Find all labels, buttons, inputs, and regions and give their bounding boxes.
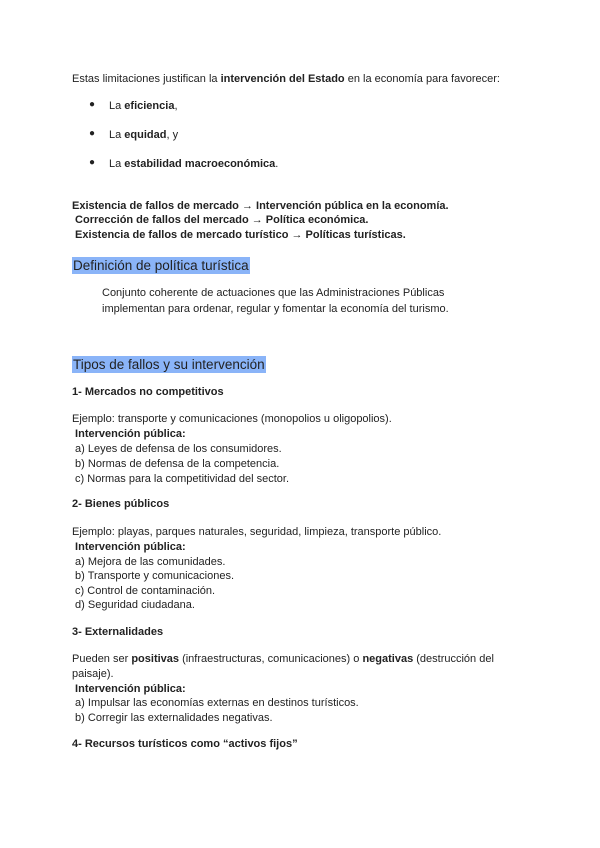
intervention-point: c) Normas para la competitividad del sector. xyxy=(72,473,290,485)
intervention-label: Intervención pública: xyxy=(72,541,186,553)
summary-line: Existencia de fallos de mercado turístico → Políticas turísticas. xyxy=(72,229,406,241)
goal-post: , xyxy=(174,100,178,112)
goal-bold: equidad xyxy=(124,129,167,141)
subsection-heading: 3- Externalidades xyxy=(72,626,164,638)
bullet-icon: ● xyxy=(89,99,96,110)
section-heading-definition: Definición de política turística xyxy=(73,258,249,273)
intro-text-pre: Estas limitaciones justifican la xyxy=(72,73,221,85)
summary-line: Existencia de fallos de mercado → Intervención pública en la economía. xyxy=(72,200,449,212)
list-item xyxy=(109,157,278,171)
example-part: (destrucción del xyxy=(413,653,494,665)
example-part-bold: negativas xyxy=(362,653,414,665)
example-part: Pueden ser xyxy=(72,653,132,665)
goal-pre: La xyxy=(109,158,125,170)
example-text: Ejemplo: transporte y comunicaciones (monopolios u oligopolios). xyxy=(72,413,392,425)
intervention-point: a) Leyes de defensa de los consumidores. xyxy=(72,443,282,455)
goal-post: . xyxy=(275,158,279,170)
intro-text-bold: intervención del Estado xyxy=(220,73,345,85)
definition-line: Conjunto coherente de actuaciones que las Administraciones Públicas xyxy=(102,287,445,299)
example-text xyxy=(72,652,494,666)
list-item xyxy=(109,99,178,113)
example-text-continued: paisaje). xyxy=(72,668,114,680)
summary-line: Corrección de fallos del mercado → Política económica. xyxy=(72,214,369,226)
definition-line: implementan para ordenar, regular y fomentar la economía del turismo. xyxy=(102,303,449,315)
example-part: (infraestructuras, comunicaciones) o xyxy=(179,653,363,665)
example-text: Ejemplo: playas, parques naturales, seguridad, limpieza, transporte público. xyxy=(72,526,442,538)
section-heading-types: Tipos de fallos y su intervención xyxy=(73,357,265,372)
goal-post: , y xyxy=(166,129,179,141)
goal-pre: La xyxy=(109,129,125,141)
goal-bold: estabilidad macroeconómica xyxy=(124,158,276,170)
intervention-point: a) Impulsar las economías externas en destinos turísticos. xyxy=(72,697,359,709)
intro-paragraph xyxy=(72,72,500,86)
list-item xyxy=(109,128,178,142)
intro-text-post: en la economía para favorecer: xyxy=(344,73,500,85)
intervention-point: c) Control de contaminación. xyxy=(72,585,216,597)
intervention-label: Intervención pública: xyxy=(72,683,186,695)
goal-pre: La xyxy=(109,100,125,112)
intervention-point: d) Seguridad ciudadana. xyxy=(72,599,195,611)
intervention-point: a) Mejora de las comunidades. xyxy=(72,556,226,568)
intervention-point: b) Transporte y comunicaciones. xyxy=(72,570,235,582)
intervention-label: Intervención pública: xyxy=(72,428,186,440)
goal-bold: eficiencia xyxy=(124,100,175,112)
bullet-icon: ● xyxy=(89,157,96,168)
intervention-point: b) Normas de defensa de la competencia. xyxy=(72,458,280,470)
subsection-heading: 1- Mercados no competitivos xyxy=(72,386,224,398)
subsection-heading: 2- Bienes públicos xyxy=(72,498,170,510)
example-part-bold: positivas xyxy=(131,653,180,665)
subsection-heading: 4- Recursos turísticos como “activos fijos” xyxy=(72,738,298,750)
bullet-icon: ● xyxy=(89,128,96,139)
intervention-point: b) Corregir las externalidades negativas. xyxy=(72,712,273,724)
